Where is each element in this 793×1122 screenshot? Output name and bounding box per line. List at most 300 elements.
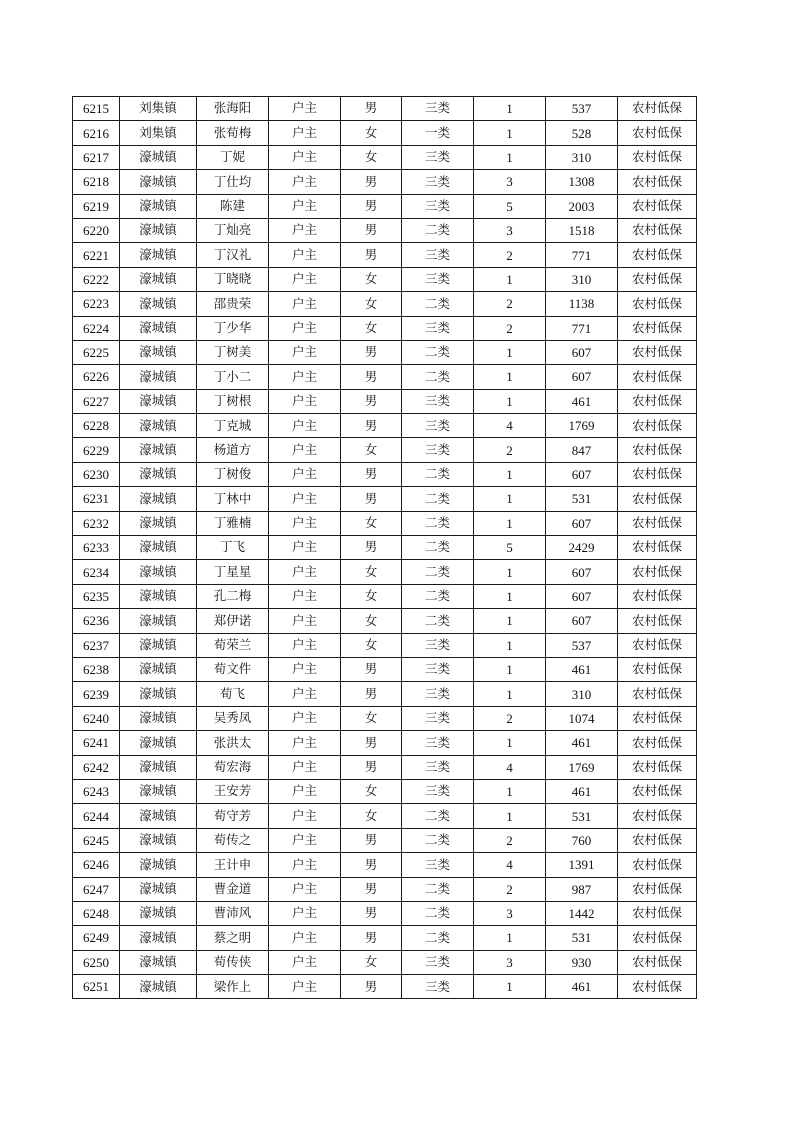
name-cell: 丁汉礼	[197, 243, 269, 267]
town-cell: 濠城镇	[120, 853, 197, 877]
serial-number-cell: 6217	[73, 145, 120, 169]
amount-cell: 310	[546, 682, 618, 706]
town-cell: 濠城镇	[120, 901, 197, 925]
amount-cell: 531	[546, 487, 618, 511]
assistance-type-cell: 农村低保	[618, 365, 697, 389]
household-size-cell: 4	[474, 853, 546, 877]
relationship-cell: 户主	[269, 926, 341, 950]
amount-cell: 1074	[546, 706, 618, 730]
serial-number-cell: 6233	[73, 536, 120, 560]
town-cell: 刘集镇	[120, 121, 197, 145]
category-cell: 二类	[402, 536, 474, 560]
gender-cell: 男	[341, 389, 402, 413]
assistance-type-cell: 农村低保	[618, 292, 697, 316]
gender-cell: 男	[341, 365, 402, 389]
category-cell: 三类	[402, 950, 474, 974]
relationship-cell: 户主	[269, 438, 341, 462]
amount-cell: 847	[546, 438, 618, 462]
household-size-cell: 1	[474, 340, 546, 364]
category-cell: 三类	[402, 145, 474, 169]
relationship-cell: 户主	[269, 560, 341, 584]
household-size-cell: 1	[474, 633, 546, 657]
category-cell: 二类	[402, 901, 474, 925]
gender-cell: 女	[341, 779, 402, 803]
name-cell: 丁树俊	[197, 462, 269, 486]
gender-cell: 男	[341, 657, 402, 681]
category-cell: 三类	[402, 731, 474, 755]
town-cell: 濠城镇	[120, 511, 197, 535]
name-cell: 曹沛风	[197, 901, 269, 925]
gender-cell: 男	[341, 462, 402, 486]
gender-cell: 女	[341, 950, 402, 974]
relationship-cell: 户主	[269, 267, 341, 291]
town-cell: 濠城镇	[120, 584, 197, 608]
serial-number-cell: 6244	[73, 804, 120, 828]
category-cell: 三类	[402, 414, 474, 438]
town-cell: 濠城镇	[120, 292, 197, 316]
serial-number-cell: 6251	[73, 975, 120, 999]
assistance-type-cell: 农村低保	[618, 121, 697, 145]
relationship-cell: 户主	[269, 657, 341, 681]
category-cell: 三类	[402, 243, 474, 267]
assistance-type-cell: 农村低保	[618, 560, 697, 584]
serial-number-cell: 6243	[73, 779, 120, 803]
assistance-type-cell: 农村低保	[618, 975, 697, 999]
household-size-cell: 1	[474, 975, 546, 999]
relationship-cell: 户主	[269, 804, 341, 828]
table-row	[73, 292, 697, 316]
category-cell: 二类	[402, 462, 474, 486]
relationship-cell: 户主	[269, 901, 341, 925]
town-cell: 濠城镇	[120, 779, 197, 803]
name-cell: 孔二梅	[197, 584, 269, 608]
name-cell: 荀传之	[197, 828, 269, 852]
town-cell: 濠城镇	[120, 414, 197, 438]
household-size-cell: 1	[474, 365, 546, 389]
household-size-cell: 3	[474, 218, 546, 242]
gender-cell: 女	[341, 145, 402, 169]
name-cell: 丁飞	[197, 536, 269, 560]
name-cell: 郑伊诺	[197, 609, 269, 633]
serial-number-cell: 6236	[73, 609, 120, 633]
table-row	[73, 657, 697, 681]
table-row	[73, 145, 697, 169]
assistance-type-cell: 农村低保	[618, 316, 697, 340]
household-size-cell: 2	[474, 706, 546, 730]
assistance-type-cell: 农村低保	[618, 926, 697, 950]
name-cell: 曹金道	[197, 877, 269, 901]
serial-number-cell: 6237	[73, 633, 120, 657]
category-cell: 二类	[402, 584, 474, 608]
name-cell: 荀飞	[197, 682, 269, 706]
table-row	[73, 828, 697, 852]
household-size-cell: 3	[474, 901, 546, 925]
amount-cell: 461	[546, 657, 618, 681]
table-row	[73, 218, 697, 242]
amount-cell: 531	[546, 804, 618, 828]
relationship-cell: 户主	[269, 877, 341, 901]
serial-number-cell: 6223	[73, 292, 120, 316]
name-cell: 蔡之明	[197, 926, 269, 950]
household-size-cell: 4	[474, 414, 546, 438]
name-cell: 丁小二	[197, 365, 269, 389]
amount-cell: 310	[546, 145, 618, 169]
serial-number-cell: 6228	[73, 414, 120, 438]
category-cell: 一类	[402, 121, 474, 145]
gender-cell: 男	[341, 901, 402, 925]
table-row	[73, 804, 697, 828]
assistance-type-cell: 农村低保	[618, 609, 697, 633]
amount-cell: 760	[546, 828, 618, 852]
town-cell: 濠城镇	[120, 243, 197, 267]
amount-cell: 607	[546, 340, 618, 364]
assistance-type-cell: 农村低保	[618, 218, 697, 242]
town-cell: 濠城镇	[120, 657, 197, 681]
town-cell: 濠城镇	[120, 755, 197, 779]
gender-cell: 女	[341, 292, 402, 316]
table-row	[73, 950, 697, 974]
amount-cell: 771	[546, 316, 618, 340]
town-cell: 濠城镇	[120, 633, 197, 657]
gender-cell: 女	[341, 438, 402, 462]
serial-number-cell: 6215	[73, 97, 120, 121]
amount-cell: 2003	[546, 194, 618, 218]
serial-number-cell: 6232	[73, 511, 120, 535]
town-cell: 濠城镇	[120, 389, 197, 413]
assistance-type-cell: 农村低保	[618, 779, 697, 803]
amount-cell: 987	[546, 877, 618, 901]
amount-cell: 461	[546, 779, 618, 803]
household-size-cell: 1	[474, 121, 546, 145]
amount-cell: 1518	[546, 218, 618, 242]
serial-number-cell: 6248	[73, 901, 120, 925]
category-cell: 三类	[402, 267, 474, 291]
amount-cell: 461	[546, 389, 618, 413]
gender-cell: 女	[341, 706, 402, 730]
serial-number-cell: 6229	[73, 438, 120, 462]
serial-number-cell: 6240	[73, 706, 120, 730]
category-cell: 二类	[402, 926, 474, 950]
serial-number-cell: 6221	[73, 243, 120, 267]
household-size-cell: 2	[474, 438, 546, 462]
gender-cell: 女	[341, 121, 402, 145]
table-row	[73, 877, 697, 901]
serial-number-cell: 6231	[73, 487, 120, 511]
household-size-cell: 1	[474, 657, 546, 681]
household-size-cell: 1	[474, 97, 546, 121]
category-cell: 三类	[402, 97, 474, 121]
table-row	[73, 194, 697, 218]
table-row	[73, 462, 697, 486]
assistance-type-cell: 农村低保	[618, 853, 697, 877]
name-cell: 丁树美	[197, 340, 269, 364]
category-cell: 三类	[402, 853, 474, 877]
amount-cell: 1391	[546, 853, 618, 877]
relationship-cell: 户主	[269, 194, 341, 218]
assistance-type-cell: 农村低保	[618, 755, 697, 779]
assistance-type-cell: 农村低保	[618, 633, 697, 657]
serial-number-cell: 6246	[73, 853, 120, 877]
household-size-cell: 1	[474, 145, 546, 169]
gender-cell: 男	[341, 877, 402, 901]
assistance-type-cell: 农村低保	[618, 901, 697, 925]
name-cell: 丁少华	[197, 316, 269, 340]
relationship-cell: 户主	[269, 340, 341, 364]
serial-number-cell: 6245	[73, 828, 120, 852]
amount-cell: 310	[546, 267, 618, 291]
relationship-cell: 户主	[269, 779, 341, 803]
table-row	[73, 414, 697, 438]
category-cell: 三类	[402, 755, 474, 779]
table-row	[73, 560, 697, 584]
serial-number-cell: 6235	[73, 584, 120, 608]
household-size-cell: 1	[474, 511, 546, 535]
category-cell: 二类	[402, 487, 474, 511]
relationship-cell: 户主	[269, 243, 341, 267]
relationship-cell: 户主	[269, 706, 341, 730]
gender-cell: 男	[341, 97, 402, 121]
serial-number-cell: 6222	[73, 267, 120, 291]
relationship-cell: 户主	[269, 97, 341, 121]
assistance-type-cell: 农村低保	[618, 682, 697, 706]
table-row	[73, 706, 697, 730]
assistance-type-cell: 农村低保	[618, 804, 697, 828]
relationship-cell: 户主	[269, 633, 341, 657]
serial-number-cell: 6220	[73, 218, 120, 242]
name-cell: 丁晓晓	[197, 267, 269, 291]
town-cell: 濠城镇	[120, 145, 197, 169]
name-cell: 荀宏海	[197, 755, 269, 779]
assistance-type-cell: 农村低保	[618, 438, 697, 462]
town-cell: 刘集镇	[120, 97, 197, 121]
relationship-cell: 户主	[269, 731, 341, 755]
amount-cell: 1769	[546, 414, 618, 438]
amount-cell: 461	[546, 731, 618, 755]
assistance-type-cell: 农村低保	[618, 462, 697, 486]
name-cell: 丁妮	[197, 145, 269, 169]
town-cell: 濠城镇	[120, 804, 197, 828]
household-size-cell: 1	[474, 267, 546, 291]
town-cell: 濠城镇	[120, 682, 197, 706]
assistance-type-cell: 农村低保	[618, 267, 697, 291]
assistance-type-cell: 农村低保	[618, 487, 697, 511]
assistance-type-cell: 农村低保	[618, 584, 697, 608]
category-cell: 二类	[402, 804, 474, 828]
name-cell: 丁灿亮	[197, 218, 269, 242]
town-cell: 濠城镇	[120, 487, 197, 511]
gender-cell: 男	[341, 194, 402, 218]
amount-cell: 1308	[546, 170, 618, 194]
relationship-cell: 户主	[269, 365, 341, 389]
town-cell: 濠城镇	[120, 170, 197, 194]
gender-cell: 男	[341, 975, 402, 999]
amount-cell: 1442	[546, 901, 618, 925]
amount-cell: 531	[546, 926, 618, 950]
serial-number-cell: 6226	[73, 365, 120, 389]
household-size-cell: 1	[474, 779, 546, 803]
gender-cell: 女	[341, 584, 402, 608]
serial-number-cell: 6242	[73, 755, 120, 779]
serial-number-cell: 6216	[73, 121, 120, 145]
name-cell: 丁仕均	[197, 170, 269, 194]
table-row	[73, 511, 697, 535]
assistance-type-cell: 农村低保	[618, 511, 697, 535]
category-cell: 二类	[402, 292, 474, 316]
serial-number-cell: 6249	[73, 926, 120, 950]
gender-cell: 男	[341, 682, 402, 706]
assistance-type-cell: 农村低保	[618, 731, 697, 755]
table-row	[73, 633, 697, 657]
town-cell: 濠城镇	[120, 706, 197, 730]
category-cell: 三类	[402, 194, 474, 218]
relationship-cell: 户主	[269, 145, 341, 169]
serial-number-cell: 6224	[73, 316, 120, 340]
serial-number-cell: 6219	[73, 194, 120, 218]
household-size-cell: 2	[474, 243, 546, 267]
relationship-cell: 户主	[269, 121, 341, 145]
relationship-cell: 户主	[269, 292, 341, 316]
gender-cell: 女	[341, 560, 402, 584]
name-cell: 陈建	[197, 194, 269, 218]
relationship-cell: 户主	[269, 218, 341, 242]
name-cell: 邵贵荣	[197, 292, 269, 316]
town-cell: 濠城镇	[120, 731, 197, 755]
table-row	[73, 901, 697, 925]
name-cell: 张洪太	[197, 731, 269, 755]
gender-cell: 男	[341, 243, 402, 267]
name-cell: 王安芳	[197, 779, 269, 803]
household-size-cell: 2	[474, 877, 546, 901]
name-cell: 张海阳	[197, 97, 269, 121]
table-row	[73, 170, 697, 194]
serial-number-cell: 6227	[73, 389, 120, 413]
town-cell: 濠城镇	[120, 462, 197, 486]
assistance-type-cell: 农村低保	[618, 340, 697, 364]
category-cell: 二类	[402, 828, 474, 852]
household-size-cell: 2	[474, 292, 546, 316]
category-cell: 三类	[402, 706, 474, 730]
gender-cell: 女	[341, 267, 402, 291]
household-size-cell: 1	[474, 487, 546, 511]
serial-number-cell: 6225	[73, 340, 120, 364]
town-cell: 濠城镇	[120, 926, 197, 950]
gender-cell: 男	[341, 853, 402, 877]
relationship-cell: 户主	[269, 536, 341, 560]
amount-cell: 537	[546, 97, 618, 121]
relationship-cell: 户主	[269, 950, 341, 974]
category-cell: 二类	[402, 609, 474, 633]
name-cell: 梁作上	[197, 975, 269, 999]
serial-number-cell: 6239	[73, 682, 120, 706]
table-row	[73, 536, 697, 560]
gender-cell: 男	[341, 414, 402, 438]
relationship-cell: 户主	[269, 584, 341, 608]
amount-cell: 607	[546, 584, 618, 608]
serial-number-cell: 6230	[73, 462, 120, 486]
table-row	[73, 97, 697, 121]
amount-cell: 771	[546, 243, 618, 267]
category-cell: 三类	[402, 170, 474, 194]
assistance-type-cell: 农村低保	[618, 97, 697, 121]
table-row	[73, 365, 697, 389]
amount-cell: 1138	[546, 292, 618, 316]
household-size-cell: 1	[474, 584, 546, 608]
assistance-type-cell: 农村低保	[618, 536, 697, 560]
serial-number-cell: 6238	[73, 657, 120, 681]
gender-cell: 男	[341, 828, 402, 852]
gender-cell: 男	[341, 487, 402, 511]
table-row	[73, 584, 697, 608]
name-cell: 丁林中	[197, 487, 269, 511]
relationship-cell: 户主	[269, 316, 341, 340]
assistance-type-cell: 农村低保	[618, 414, 697, 438]
assistance-type-cell: 农村低保	[618, 950, 697, 974]
gender-cell: 男	[341, 170, 402, 194]
table-row	[73, 779, 697, 803]
category-cell: 三类	[402, 316, 474, 340]
name-cell: 杨道方	[197, 438, 269, 462]
household-size-cell: 1	[474, 682, 546, 706]
name-cell: 丁雅楠	[197, 511, 269, 535]
table-row	[73, 438, 697, 462]
amount-cell: 607	[546, 609, 618, 633]
name-cell: 荀文件	[197, 657, 269, 681]
category-cell: 二类	[402, 511, 474, 535]
gender-cell: 女	[341, 609, 402, 633]
relationship-cell: 户主	[269, 170, 341, 194]
table-row	[73, 609, 697, 633]
gender-cell: 男	[341, 755, 402, 779]
table-row	[73, 487, 697, 511]
serial-number-cell: 6234	[73, 560, 120, 584]
gender-cell: 女	[341, 316, 402, 340]
table-row	[73, 975, 697, 999]
name-cell: 丁星星	[197, 560, 269, 584]
table-row	[73, 755, 697, 779]
household-size-cell: 5	[474, 194, 546, 218]
table-row	[73, 926, 697, 950]
table-row	[73, 316, 697, 340]
household-size-cell: 1	[474, 609, 546, 633]
relationship-cell: 户主	[269, 975, 341, 999]
name-cell: 王计申	[197, 853, 269, 877]
table-body	[73, 97, 697, 999]
category-cell: 二类	[402, 340, 474, 364]
relationship-cell: 户主	[269, 609, 341, 633]
assistance-type-cell: 农村低保	[618, 170, 697, 194]
name-cell: 吴秀凤	[197, 706, 269, 730]
relief-roster-table	[72, 96, 697, 999]
household-size-cell: 4	[474, 755, 546, 779]
amount-cell: 2429	[546, 536, 618, 560]
household-size-cell: 1	[474, 389, 546, 413]
name-cell: 丁克城	[197, 414, 269, 438]
relationship-cell: 户主	[269, 389, 341, 413]
town-cell: 濠城镇	[120, 438, 197, 462]
name-cell: 荀传侠	[197, 950, 269, 974]
serial-number-cell: 6218	[73, 170, 120, 194]
table-row	[73, 121, 697, 145]
relationship-cell: 户主	[269, 511, 341, 535]
gender-cell: 女	[341, 633, 402, 657]
town-cell: 濠城镇	[120, 877, 197, 901]
assistance-type-cell: 农村低保	[618, 243, 697, 267]
assistance-type-cell: 农村低保	[618, 657, 697, 681]
amount-cell: 607	[546, 462, 618, 486]
relationship-cell: 户主	[269, 755, 341, 779]
name-cell: 张荀梅	[197, 121, 269, 145]
town-cell: 濠城镇	[120, 340, 197, 364]
